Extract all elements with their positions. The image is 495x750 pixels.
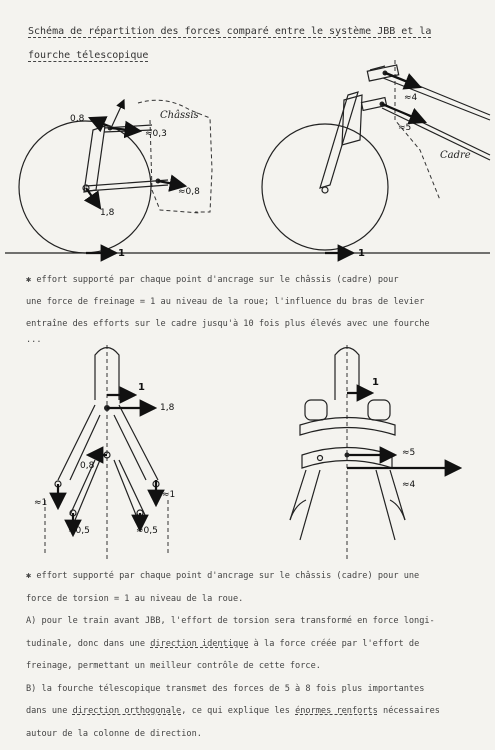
label-18-bottom: 1,8: [160, 403, 175, 413]
label-08-right: ≈0,8: [178, 187, 200, 197]
emphasis-direction-orthogonale: direction orthogonale: [72, 706, 182, 716]
paragraph-torsion: [26, 565, 486, 745]
label-1-bottom-left: 1: [138, 382, 145, 393]
para1-line-2: une force de freinage = 1 au niveau de la roue; l'influence du bras de levier: [26, 297, 425, 307]
label-1-right-side: ≈1: [162, 490, 176, 500]
para1-line-4: ...: [26, 335, 42, 345]
label-03: ≈0,3: [145, 129, 167, 139]
para2-line-1: ✱ effort supporté par chaque point d'ancrage sur le châssis (cadre) pour une: [26, 571, 420, 581]
para2-line-4: tudinale, donc dans une direction identique à la force créée par l'effort de: [26, 638, 420, 649]
para1-line-3: entraîne des efforts sur le cadre jusqu'à 10 fois plus élevés avec une fourche: [26, 319, 430, 329]
title-line-2: fourche télescopique: [28, 50, 149, 61]
label-chassis: Châssis: [160, 110, 199, 121]
left-fork-top: [305, 400, 327, 420]
label-1-left-side: ≈1: [34, 498, 48, 508]
para2-line-3: A) pour le train avant JBB, l'effort de torsion sera transformé en force longi-: [26, 616, 435, 626]
label-1-bottom-right: 1: [372, 377, 379, 388]
para2-line-8: autour de la colonne de direction.: [26, 728, 202, 739]
para1-line-1: ✱ effort supporté par chaque point d'ancrage sur le châssis (cadre) pour: [26, 275, 399, 285]
outer-arms: [58, 405, 158, 480]
emphasis-enormes-renforts: énormes renforts: [295, 706, 378, 716]
right-fork-top: [368, 400, 390, 420]
label-5: ≈5: [398, 123, 412, 133]
title-line-1: Schéma de répartition des forces comparé entre le système JBB et la: [28, 26, 432, 37]
label-18: 1,8: [100, 208, 115, 218]
label-08-bottom: 0,8: [80, 461, 95, 471]
para2-line-5: freinage, permettant un meilleur contrôle de cette force.: [26, 661, 321, 671]
label-05-right: ≈0,5: [136, 526, 158, 536]
label-08-top: 0,8: [70, 114, 85, 124]
label-cadre: Cadre: [440, 150, 471, 161]
jbb-front-diagram: [34, 345, 175, 560]
para2-line-2: force de torsion = 1 au niveau de la roue.: [26, 593, 244, 604]
label-1-right: 1: [358, 248, 365, 259]
para2-line-6: B) la fourche télescopique transmet des forces de 5 à 8 fois plus importantes: [26, 683, 425, 694]
label-05-left: ≈0,5: [68, 526, 90, 536]
label-5-bottom: ≈5: [402, 448, 416, 458]
telescopic-front-diagram: [290, 345, 460, 560]
label-1-left: 1: [118, 248, 125, 259]
label-4: ≈4: [404, 93, 418, 103]
emphasis-direction-identique: direction identique: [150, 638, 249, 649]
label-4-bottom: ≈4: [402, 480, 416, 490]
para2-line-7: dans une direction orthogonale, ce qui explique les énormes renforts nécessaires: [26, 706, 440, 716]
